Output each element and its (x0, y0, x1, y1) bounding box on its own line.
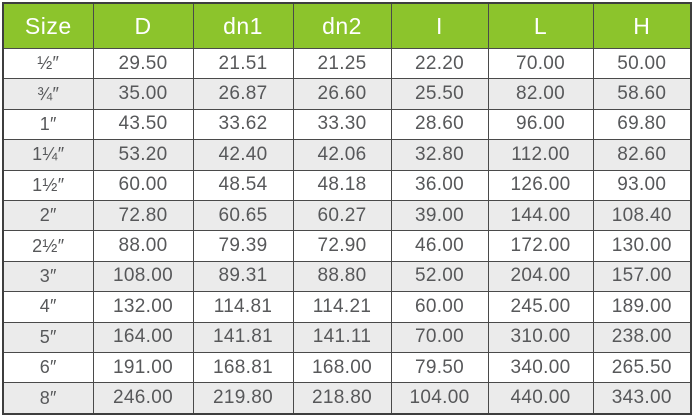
table-row (3, 109, 691, 139)
value-cell: 53.20 (93, 140, 193, 170)
value-cell: 58.60 (593, 79, 691, 109)
value-cell: 26.87 (193, 79, 293, 109)
value-cell: 104.00 (391, 383, 488, 414)
value-cell: 72.90 (293, 231, 391, 261)
value-cell: 21.25 (293, 49, 391, 79)
value-cell: 164.00 (93, 322, 193, 352)
value-cell: 33.62 (193, 109, 293, 139)
table-row (3, 200, 691, 230)
value-cell: 265.50 (593, 352, 691, 382)
value-cell: 50.00 (593, 49, 691, 79)
value-cell: 440.00 (488, 383, 593, 414)
size-cell: 1¼″ (3, 140, 93, 170)
value-cell: 28.60 (391, 109, 488, 139)
value-cell: 48.54 (193, 170, 293, 200)
size-cell: 2½″ (3, 231, 93, 261)
value-cell: 33.30 (293, 109, 391, 139)
value-cell: 157.00 (593, 261, 691, 291)
value-cell: 204.00 (488, 261, 593, 291)
table-row (3, 383, 691, 414)
value-cell: 25.50 (391, 79, 488, 109)
value-cell: 22.20 (391, 49, 488, 79)
value-cell: 21.51 (193, 49, 293, 79)
value-cell: 35.00 (93, 79, 193, 109)
value-cell: 29.50 (93, 49, 193, 79)
value-cell: 82.00 (488, 79, 593, 109)
value-cell: 172.00 (488, 231, 593, 261)
header-row (3, 3, 691, 49)
value-cell: 189.00 (593, 292, 691, 322)
value-cell: 70.00 (488, 49, 593, 79)
value-cell: 343.00 (593, 383, 691, 414)
value-cell: 219.80 (193, 383, 293, 414)
value-cell: 32.80 (391, 140, 488, 170)
value-cell: 70.00 (391, 322, 488, 352)
value-cell: 126.00 (488, 170, 593, 200)
value-cell: 79.50 (391, 352, 488, 382)
value-cell: 130.00 (593, 231, 691, 261)
value-cell: 238.00 (593, 322, 691, 352)
value-cell: 60.00 (93, 170, 193, 200)
table-row (3, 170, 691, 200)
value-cell: 46.00 (391, 231, 488, 261)
value-cell: 108.00 (93, 261, 193, 291)
value-cell: 43.50 (93, 109, 193, 139)
value-cell: 36.00 (391, 170, 488, 200)
value-cell: 168.81 (193, 352, 293, 382)
value-cell: 340.00 (488, 352, 593, 382)
value-cell: 114.81 (193, 292, 293, 322)
table-row (3, 231, 691, 261)
table-row (3, 79, 691, 109)
value-cell: 72.80 (93, 200, 193, 230)
size-cell: 5″ (3, 322, 93, 352)
size-cell: 6″ (3, 352, 93, 382)
size-cell: 4″ (3, 292, 93, 322)
value-cell: 112.00 (488, 140, 593, 170)
size-cell: 3″ (3, 261, 93, 291)
value-cell: 42.06 (293, 140, 391, 170)
value-cell: 69.80 (593, 109, 691, 139)
size-cell: ½″ (3, 49, 93, 79)
value-cell: 52.00 (391, 261, 488, 291)
header-cell-dn1: dn1 (193, 3, 293, 49)
value-cell: 218.80 (293, 383, 391, 414)
value-cell: 168.00 (293, 352, 391, 382)
value-cell: 42.40 (193, 140, 293, 170)
value-cell: 88.00 (93, 231, 193, 261)
value-cell: 141.11 (293, 322, 391, 352)
table-row (3, 352, 691, 382)
table-row (3, 292, 691, 322)
value-cell: 88.80 (293, 261, 391, 291)
table-header (3, 3, 691, 49)
value-cell: 60.65 (193, 200, 293, 230)
value-cell: 246.00 (93, 383, 193, 414)
value-cell: 245.00 (488, 292, 593, 322)
header-cell-size: Size (3, 3, 93, 49)
size-cell: 8″ (3, 383, 93, 414)
value-cell: 82.60 (593, 140, 691, 170)
size-cell: 1″ (3, 109, 93, 139)
value-cell: 39.00 (391, 200, 488, 230)
size-cell: 1½″ (3, 170, 93, 200)
value-cell: 114.21 (293, 292, 391, 322)
header-cell-l: L (488, 3, 593, 49)
table-body (3, 49, 691, 415)
size-cell: ¾″ (3, 79, 93, 109)
table-row (3, 322, 691, 352)
value-cell: 132.00 (93, 292, 193, 322)
value-cell: 141.81 (193, 322, 293, 352)
table-row (3, 49, 691, 79)
value-cell: 89.31 (193, 261, 293, 291)
header-cell-dn2: dn2 (293, 3, 391, 49)
value-cell: 79.39 (193, 231, 293, 261)
value-cell: 144.00 (488, 200, 593, 230)
value-cell: 310.00 (488, 322, 593, 352)
value-cell: 26.60 (293, 79, 391, 109)
value-cell: 60.00 (391, 292, 488, 322)
table-row (3, 261, 691, 291)
table-row (3, 140, 691, 170)
header-cell-d: D (93, 3, 193, 49)
size-cell: 2″ (3, 200, 93, 230)
header-cell-h: H (593, 3, 691, 49)
value-cell: 48.18 (293, 170, 391, 200)
value-cell: 108.40 (593, 200, 691, 230)
value-cell: 93.00 (593, 170, 691, 200)
header-cell-i: I (391, 3, 488, 49)
dimension-spec-table (2, 2, 692, 415)
value-cell: 60.27 (293, 200, 391, 230)
value-cell: 96.00 (488, 109, 593, 139)
value-cell: 191.00 (93, 352, 193, 382)
